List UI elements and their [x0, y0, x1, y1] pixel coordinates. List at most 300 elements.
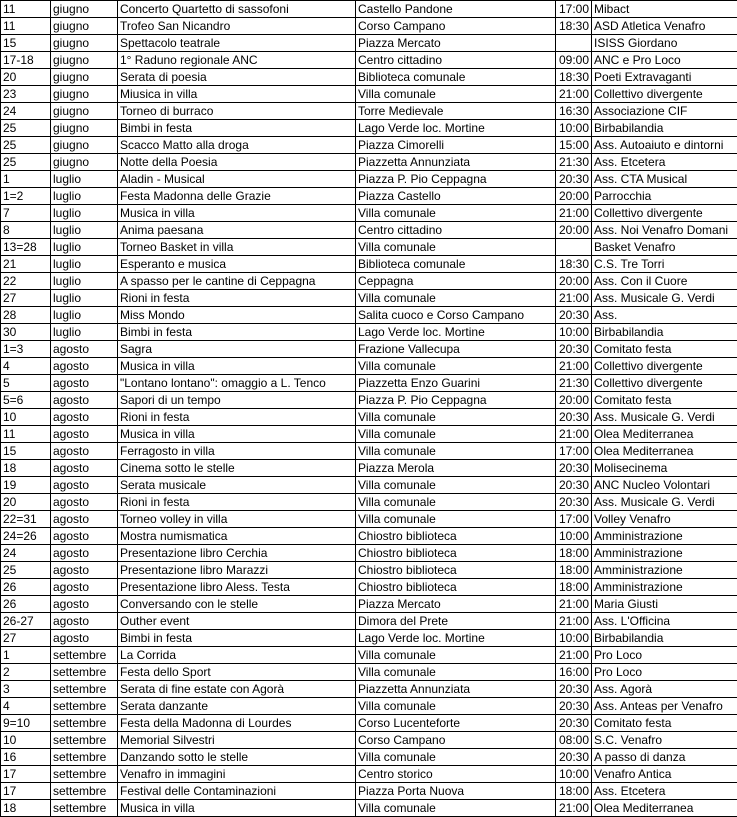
month-cell: agosto	[51, 596, 118, 613]
table-row	[1, 375, 737, 392]
event-cell: Esperanto e musica	[118, 256, 356, 273]
month-cell: agosto	[51, 545, 118, 562]
table-row	[1, 562, 737, 579]
event-cell: Cinema sotto le stelle	[118, 460, 356, 477]
time-cell: 20:00	[556, 273, 592, 290]
time-cell: 21:00	[556, 800, 592, 817]
day-cell: 16	[1, 749, 51, 766]
month-cell: agosto	[51, 511, 118, 528]
table-row	[1, 307, 737, 324]
event-cell: Bimbi in festa	[118, 324, 356, 341]
day-cell: 8	[1, 222, 51, 239]
place-cell: Centro cittadino	[356, 52, 556, 69]
organizer-cell: Mibact	[592, 1, 737, 18]
table-row	[1, 460, 737, 477]
time-cell	[556, 239, 592, 256]
organizer-cell: Ass. Etcetera	[592, 783, 737, 800]
organizer-cell: Collettivo divergente	[592, 358, 737, 375]
day-cell: 26-27	[1, 613, 51, 630]
month-cell: agosto	[51, 494, 118, 511]
place-cell: Centro cittadino	[356, 222, 556, 239]
events-table-body	[1, 1, 737, 817]
organizer-cell: Basket Venafro	[592, 239, 737, 256]
month-cell: luglio	[51, 273, 118, 290]
month-cell: giugno	[51, 52, 118, 69]
event-cell: La Corrida	[118, 647, 356, 664]
day-cell: 15	[1, 443, 51, 460]
table-row	[1, 613, 737, 630]
day-cell: 23	[1, 86, 51, 103]
event-cell: Anima paesana	[118, 222, 356, 239]
table-row	[1, 596, 737, 613]
table-row	[1, 273, 737, 290]
organizer-cell: Ass. Con il Cuore	[592, 273, 737, 290]
table-row	[1, 766, 737, 783]
table-row	[1, 239, 737, 256]
event-cell: Sapori di un tempo	[118, 392, 356, 409]
table-row	[1, 324, 737, 341]
organizer-cell: Molisecinema	[592, 460, 737, 477]
place-cell: Piazza Mercato	[356, 596, 556, 613]
organizer-cell: Ass. Noi Venafro Domani	[592, 222, 737, 239]
place-cell: Villa comunale	[356, 358, 556, 375]
event-cell: Danzando sotto le stelle	[118, 749, 356, 766]
time-cell: 21:00	[556, 596, 592, 613]
organizer-cell: Collettivo divergente	[592, 205, 737, 222]
organizer-cell: Ass. Autoaiuto e dintorni	[592, 137, 737, 154]
table-row	[1, 1, 737, 18]
table-row	[1, 35, 737, 52]
table-row	[1, 103, 737, 120]
place-cell: Corso Lucenteforte	[356, 715, 556, 732]
time-cell: 17:00	[556, 511, 592, 528]
day-cell: 18	[1, 800, 51, 817]
organizer-cell: Ass. Etcetera	[592, 154, 737, 171]
table-row	[1, 647, 737, 664]
day-cell: 10	[1, 732, 51, 749]
table-row	[1, 443, 737, 460]
time-cell: 21:00	[556, 426, 592, 443]
month-cell: luglio	[51, 307, 118, 324]
place-cell: Piazza Merola	[356, 460, 556, 477]
day-cell: 20	[1, 69, 51, 86]
time-cell: 20:00	[556, 392, 592, 409]
month-cell: settembre	[51, 783, 118, 800]
organizer-cell: Ass. Musicale G. Verdi	[592, 290, 737, 307]
month-cell: agosto	[51, 426, 118, 443]
organizer-cell: Amministrazione	[592, 528, 737, 545]
time-cell	[556, 35, 592, 52]
organizer-cell: Ass. Musicale G. Verdi	[592, 494, 737, 511]
organizer-cell: Ass. Agorà	[592, 681, 737, 698]
organizer-cell: Collettivo divergente	[592, 375, 737, 392]
organizer-cell: Ass. L'Officina	[592, 613, 737, 630]
organizer-cell: ANC Nucleo Volontari	[592, 477, 737, 494]
time-cell: 20:30	[556, 171, 592, 188]
day-cell: 19	[1, 477, 51, 494]
time-cell: 21:00	[556, 205, 592, 222]
day-cell: 27	[1, 290, 51, 307]
place-cell: Salita cuoco e Corso Campano	[356, 307, 556, 324]
day-cell: 17	[1, 766, 51, 783]
event-cell: Festa dello Sport	[118, 664, 356, 681]
day-cell: 25	[1, 120, 51, 137]
time-cell: 18:00	[556, 545, 592, 562]
event-cell: Bimbi in festa	[118, 630, 356, 647]
place-cell: Piazzetta Enzo Guarini	[356, 375, 556, 392]
place-cell: Chiostro biblioteca	[356, 579, 556, 596]
day-cell: 17-18	[1, 52, 51, 69]
day-cell: 11	[1, 1, 51, 18]
day-cell: 5	[1, 375, 51, 392]
event-cell: Musica in villa	[118, 800, 356, 817]
time-cell: 20:30	[556, 715, 592, 732]
time-cell: 21:00	[556, 613, 592, 630]
day-cell: 1	[1, 171, 51, 188]
day-cell: 30	[1, 324, 51, 341]
event-cell: Spettacolo teatrale	[118, 35, 356, 52]
month-cell: agosto	[51, 630, 118, 647]
month-cell: settembre	[51, 681, 118, 698]
place-cell: Villa comunale	[356, 239, 556, 256]
table-row	[1, 154, 737, 171]
organizer-cell: Ass. Anteas per Venafro	[592, 698, 737, 715]
place-cell: Piazzetta Annunziata	[356, 681, 556, 698]
place-cell: Villa comunale	[356, 647, 556, 664]
table-row	[1, 715, 737, 732]
table-row	[1, 681, 737, 698]
place-cell: Lago Verde loc. Mortine	[356, 324, 556, 341]
table-row	[1, 205, 737, 222]
organizer-cell: Poeti Extravaganti	[592, 69, 737, 86]
event-cell: Miusica in villa	[118, 86, 356, 103]
day-cell: 5=6	[1, 392, 51, 409]
place-cell: Corso Campano	[356, 18, 556, 35]
place-cell: Piazza P. Pio Ceppagna	[356, 171, 556, 188]
place-cell: Lago Verde loc. Mortine	[356, 120, 556, 137]
organizer-cell: Parrocchia	[592, 188, 737, 205]
organizer-cell: Ass. Musicale G. Verdi	[592, 409, 737, 426]
event-cell: Serata danzante	[118, 698, 356, 715]
table-row	[1, 256, 737, 273]
place-cell: Piazza Mercato	[356, 35, 556, 52]
organizer-cell: Ass.	[592, 307, 737, 324]
organizer-cell: Ass. CTA Musical	[592, 171, 737, 188]
event-cell: Outher event	[118, 613, 356, 630]
time-cell: 10:00	[556, 528, 592, 545]
place-cell: Frazione Vallecupa	[356, 341, 556, 358]
organizer-cell: Amministrazione	[592, 545, 737, 562]
table-row	[1, 222, 737, 239]
month-cell: luglio	[51, 205, 118, 222]
table-row	[1, 579, 737, 596]
day-cell: 11	[1, 18, 51, 35]
organizer-cell: Associazione CIF	[592, 103, 737, 120]
organizer-cell: Comitato festa	[592, 341, 737, 358]
day-cell: 11	[1, 426, 51, 443]
day-cell: 15	[1, 35, 51, 52]
organizer-cell: Amministrazione	[592, 579, 737, 596]
month-cell: agosto	[51, 443, 118, 460]
organizer-cell: Venafro Antica	[592, 766, 737, 783]
organizer-cell: Birbabilandia	[592, 324, 737, 341]
event-cell: Presentazione libro Marazzi	[118, 562, 356, 579]
table-row	[1, 783, 737, 800]
organizer-cell: Comitato festa	[592, 392, 737, 409]
month-cell: giugno	[51, 137, 118, 154]
time-cell: 10:00	[556, 766, 592, 783]
table-row	[1, 511, 737, 528]
table-row	[1, 52, 737, 69]
month-cell: luglio	[51, 239, 118, 256]
place-cell: Ceppagna	[356, 273, 556, 290]
table-row	[1, 477, 737, 494]
month-cell: agosto	[51, 392, 118, 409]
day-cell: 13=28	[1, 239, 51, 256]
time-cell: 18:30	[556, 69, 592, 86]
month-cell: settembre	[51, 732, 118, 749]
table-row	[1, 749, 737, 766]
table-row	[1, 664, 737, 681]
place-cell: Villa comunale	[356, 290, 556, 307]
table-row	[1, 409, 737, 426]
place-cell: Chiostro biblioteca	[356, 545, 556, 562]
time-cell: 16:30	[556, 103, 592, 120]
day-cell: 18	[1, 460, 51, 477]
table-row	[1, 800, 737, 817]
place-cell: Villa comunale	[356, 664, 556, 681]
month-cell: settembre	[51, 664, 118, 681]
table-row	[1, 392, 737, 409]
time-cell: 15:00	[556, 137, 592, 154]
event-cell: Concerto Quartetto di sassofoni	[118, 1, 356, 18]
place-cell: Villa comunale	[356, 749, 556, 766]
table-row	[1, 528, 737, 545]
month-cell: giugno	[51, 18, 118, 35]
month-cell: agosto	[51, 528, 118, 545]
day-cell: 24	[1, 103, 51, 120]
table-row	[1, 188, 737, 205]
day-cell: 22=31	[1, 511, 51, 528]
place-cell: Chiostro biblioteca	[356, 562, 556, 579]
event-cell: Notte della Poesia	[118, 154, 356, 171]
day-cell: 21	[1, 256, 51, 273]
place-cell: Corso Campano	[356, 732, 556, 749]
organizer-cell: Volley Venafro	[592, 511, 737, 528]
table-row	[1, 358, 737, 375]
month-cell: giugno	[51, 86, 118, 103]
place-cell: Biblioteca comunale	[356, 256, 556, 273]
table-row	[1, 86, 737, 103]
day-cell: 28	[1, 307, 51, 324]
organizer-cell: S.C. Venafro	[592, 732, 737, 749]
organizer-cell: ANC e Pro Loco	[592, 52, 737, 69]
time-cell: 20:30	[556, 698, 592, 715]
organizer-cell: Pro Loco	[592, 664, 737, 681]
event-cell: Bimbi in festa	[118, 120, 356, 137]
time-cell: 18:00	[556, 579, 592, 596]
event-cell: Rioni in festa	[118, 494, 356, 511]
month-cell: agosto	[51, 409, 118, 426]
month-cell: agosto	[51, 460, 118, 477]
day-cell: 26	[1, 579, 51, 596]
organizer-cell: Pro Loco	[592, 647, 737, 664]
time-cell: 20:30	[556, 341, 592, 358]
event-cell: 1° Raduno regionale ANC	[118, 52, 356, 69]
event-cell: Musica in villa	[118, 205, 356, 222]
month-cell: giugno	[51, 154, 118, 171]
month-cell: agosto	[51, 579, 118, 596]
event-cell: Conversando con le stelle	[118, 596, 356, 613]
event-cell: Musica in villa	[118, 426, 356, 443]
organizer-cell: Maria Giusti	[592, 596, 737, 613]
event-cell: Rioni in festa	[118, 409, 356, 426]
month-cell: luglio	[51, 188, 118, 205]
event-cell: Sagra	[118, 341, 356, 358]
month-cell: giugno	[51, 69, 118, 86]
month-cell: luglio	[51, 324, 118, 341]
time-cell: 20:30	[556, 749, 592, 766]
day-cell: 1=3	[1, 341, 51, 358]
month-cell: settembre	[51, 698, 118, 715]
month-cell: settembre	[51, 800, 118, 817]
table-row	[1, 630, 737, 647]
day-cell: 25	[1, 154, 51, 171]
time-cell: 17:00	[556, 443, 592, 460]
organizer-cell: ASD Atletica Venafro	[592, 18, 737, 35]
organizer-cell: C.S. Tre Torri	[592, 256, 737, 273]
day-cell: 10	[1, 409, 51, 426]
place-cell: Villa comunale	[356, 205, 556, 222]
time-cell: 08:00	[556, 732, 592, 749]
time-cell: 10:00	[556, 120, 592, 137]
place-cell: Villa comunale	[356, 494, 556, 511]
month-cell: settembre	[51, 647, 118, 664]
month-cell: giugno	[51, 35, 118, 52]
place-cell: Chiostro biblioteca	[356, 528, 556, 545]
time-cell: 10:00	[556, 324, 592, 341]
month-cell: luglio	[51, 290, 118, 307]
event-cell: Presentazione libro Cerchia	[118, 545, 356, 562]
event-cell: Miss Mondo	[118, 307, 356, 324]
event-cell: Trofeo San Nicandro	[118, 18, 356, 35]
table-row	[1, 341, 737, 358]
organizer-cell: Olea Mediterranea	[592, 443, 737, 460]
day-cell: 25	[1, 137, 51, 154]
time-cell: 21:00	[556, 647, 592, 664]
day-cell: 1	[1, 647, 51, 664]
event-cell: Ferragosto in villa	[118, 443, 356, 460]
event-cell: Mostra numismatica	[118, 528, 356, 545]
day-cell: 25	[1, 562, 51, 579]
day-cell: 20	[1, 494, 51, 511]
event-cell: Festa Madonna delle Grazie	[118, 188, 356, 205]
time-cell: 18:30	[556, 18, 592, 35]
month-cell: agosto	[51, 375, 118, 392]
month-cell: agosto	[51, 613, 118, 630]
organizer-cell: Comitato festa	[592, 715, 737, 732]
place-cell: Dimora del Prete	[356, 613, 556, 630]
table-row	[1, 545, 737, 562]
day-cell: 7	[1, 205, 51, 222]
month-cell: agosto	[51, 477, 118, 494]
organizer-cell: A passo di danza	[592, 749, 737, 766]
time-cell: 16:00	[556, 664, 592, 681]
time-cell: 21:00	[556, 86, 592, 103]
event-cell: Serata musicale	[118, 477, 356, 494]
organizer-cell: Amministrazione	[592, 562, 737, 579]
time-cell: 20:30	[556, 494, 592, 511]
place-cell: Villa comunale	[356, 800, 556, 817]
organizer-cell: Olea Mediterranea	[592, 426, 737, 443]
month-cell: settembre	[51, 749, 118, 766]
table-row	[1, 698, 737, 715]
place-cell: Piazza Castello	[356, 188, 556, 205]
event-cell: Festa della Madonna di Lourdes	[118, 715, 356, 732]
place-cell: Piazza P. Pio Ceppagna	[356, 392, 556, 409]
month-cell: giugno	[51, 120, 118, 137]
day-cell: 1=2	[1, 188, 51, 205]
month-cell: agosto	[51, 562, 118, 579]
place-cell: Piazza Porta Nuova	[356, 783, 556, 800]
place-cell: Villa comunale	[356, 511, 556, 528]
day-cell: 4	[1, 358, 51, 375]
table-row	[1, 137, 737, 154]
place-cell: Piazza Cimorelli	[356, 137, 556, 154]
day-cell: 17	[1, 783, 51, 800]
time-cell: 21:00	[556, 358, 592, 375]
day-cell: 24	[1, 545, 51, 562]
place-cell: Villa comunale	[356, 86, 556, 103]
place-cell: Centro storico	[356, 766, 556, 783]
organizer-cell: ISISS Giordano	[592, 35, 737, 52]
month-cell: agosto	[51, 341, 118, 358]
place-cell: Lago Verde loc. Mortine	[356, 630, 556, 647]
organizer-cell: Collettivo divergente	[592, 86, 737, 103]
day-cell: 27	[1, 630, 51, 647]
time-cell: 10:00	[556, 630, 592, 647]
table-row	[1, 290, 737, 307]
time-cell: 21:30	[556, 154, 592, 171]
event-cell: Aladin - Musical	[118, 171, 356, 188]
event-cell: Torneo volley in villa	[118, 511, 356, 528]
event-cell: Serata di fine estate con Agorà	[118, 681, 356, 698]
day-cell: 22	[1, 273, 51, 290]
place-cell: Biblioteca comunale	[356, 69, 556, 86]
event-cell: Scacco Matto alla droga	[118, 137, 356, 154]
table-row	[1, 120, 737, 137]
time-cell: 18:30	[556, 256, 592, 273]
event-cell: Festival delle Contaminazioni	[118, 783, 356, 800]
time-cell: 20:30	[556, 477, 592, 494]
table-row	[1, 426, 737, 443]
time-cell: 18:00	[556, 562, 592, 579]
time-cell: 20:00	[556, 222, 592, 239]
time-cell: 20:00	[556, 188, 592, 205]
event-cell: Torneo di burraco	[118, 103, 356, 120]
table-row	[1, 18, 737, 35]
time-cell: 17:00	[556, 1, 592, 18]
time-cell: 20:30	[556, 460, 592, 477]
organizer-cell: Birbabilandia	[592, 120, 737, 137]
time-cell: 21:30	[556, 375, 592, 392]
place-cell: Villa comunale	[356, 426, 556, 443]
place-cell: Villa comunale	[356, 443, 556, 460]
time-cell: 09:00	[556, 52, 592, 69]
month-cell: giugno	[51, 1, 118, 18]
day-cell: 4	[1, 698, 51, 715]
month-cell: settembre	[51, 766, 118, 783]
